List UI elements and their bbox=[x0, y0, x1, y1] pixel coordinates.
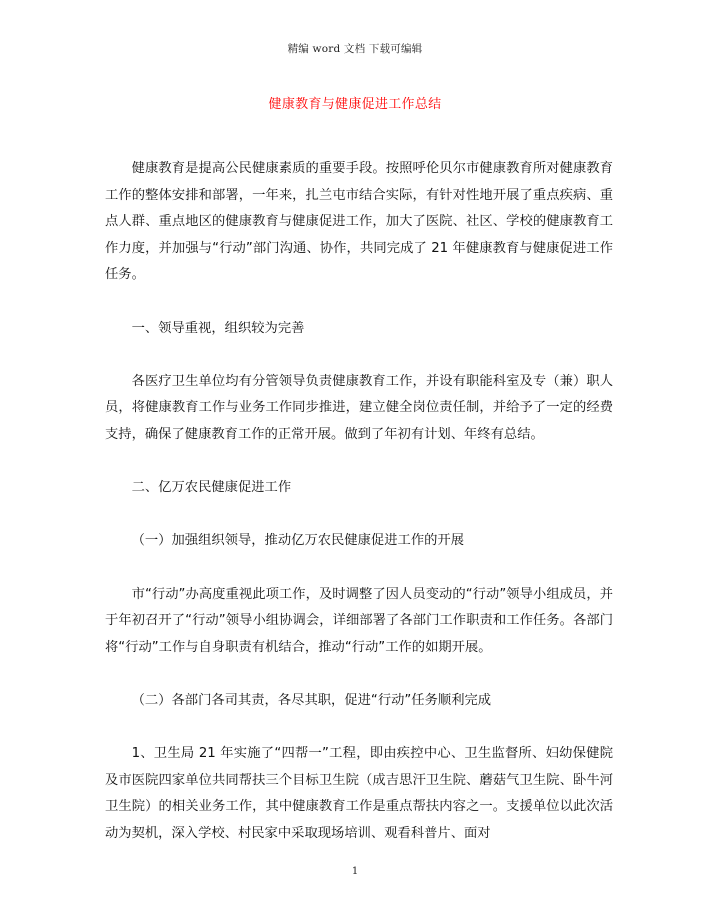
paragraph-spacer bbox=[105, 661, 613, 688]
paragraph-spacer bbox=[105, 342, 613, 369]
paragraph-spacer bbox=[105, 714, 613, 741]
paragraph-spacer bbox=[105, 449, 613, 476]
page-header: 精编 word 文档 下载可编辑 bbox=[287, 43, 423, 55]
document-title: 健康教育与健康促进工作总结 bbox=[268, 97, 442, 112]
section-2-heading: 二、亿万农民健康促进工作 bbox=[131, 480, 292, 496]
subsection-1-paragraph: 市“行动”办高度重视此项工作，及时调整了因人员变动的“行动”领导小组成员，并于年初召开了“行动”领导小组协调会，详细部署了各部门工作职责和工作任务。各部门将“行动”工作与自身职责有机结合，推动“行动”工作的如期开展。 bbox=[105, 586, 613, 655]
document-body bbox=[105, 156, 613, 847]
paragraph-spacer bbox=[105, 289, 613, 316]
section-1-heading: 一、领导重视，组织较为完善 bbox=[131, 320, 305, 336]
paragraph-spacer bbox=[105, 502, 613, 529]
subsection-2-item-1: 1、卫生局 21 年实施了“四帮一”工程，即由疾控中心、卫生监督所、妇幼保健院及市医院四家单位共同帮扶三个目标卫生院（成吉思汗卫生院、蘑菇气卫生院、卧牛河卫生院）的相关业务工作，其中健康教育工作是重点帮扶内容之一。支援单位以此次活动为契机，深入学校、村民家中采取现场培训、观看科普片、面对 bbox=[105, 746, 613, 841]
section-1-paragraph: 各医疗卫生单位均有分管领导负责健康教育工作，并设有职能科室及专（兼）职人员，将健康教育工作与业务工作同步推进，建立健全岗位责任制，并给予了一定的经费支持，确保了健康教育工作的正常开展。做到了年初有计划、年终有总结。 bbox=[105, 373, 613, 442]
intro-paragraph: 健康教育是提高公民健康素质的重要手段。按照呼伦贝尔市健康教育所对健康教育工作的整体安排和部署，一年来，扎兰屯市结合实际，有针对性地开展了重点疾病、重点人群、重点地区的健康教育与健康促进工作，加大了医院、社区、学校的健康教育工作力度，并加强与“行动”部门沟通、协作，共同完成了 21 年健康教育与健康促进工作任务。 bbox=[105, 161, 613, 283]
subsection-1-heading: （一）加强组织领导，推动亿万农民健康促进工作的开展 bbox=[131, 533, 465, 549]
page-number: 1 bbox=[351, 866, 359, 877]
subsection-2-heading: （二）各部门各司其责，各尽其职，促进“行动”任务顺利完成 bbox=[131, 692, 492, 708]
paragraph-spacer bbox=[105, 555, 613, 582]
